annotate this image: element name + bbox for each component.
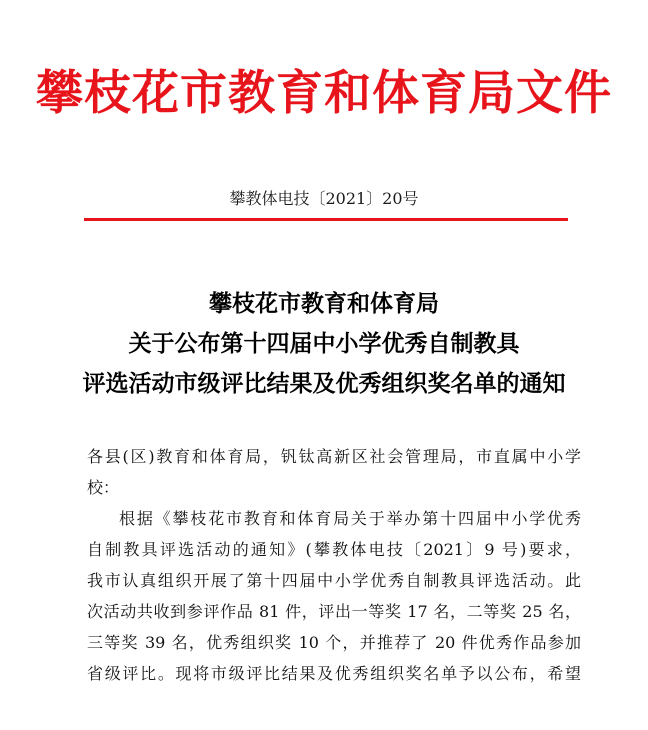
- notice-body: [87, 441, 581, 689]
- paragraph-line-3: 我市认真组织开展了第十四届中小学优秀自制教具评选活动。此: [87, 571, 581, 590]
- paragraph-line-5: 三等奖 39 名，优秀组织奖 10 个，并推荐了 20 件优秀作品参加: [87, 633, 581, 652]
- title-line-3: 评选活动市级评比结果及优秀组织奖名单的通知: [82, 370, 566, 397]
- issuer-masthead: 攀枝花市教育和体育局文件: [36, 66, 612, 121]
- paragraph-line-2: 自制教具评选活动的通知》(攀教体电技〔2021〕9 号)要求，: [87, 540, 581, 559]
- notice-title: [0, 284, 648, 404]
- red-divider-line: [84, 218, 568, 221]
- addressee-line-1: 各县(区)教育和体育局，钒钛高新区社会管理局，市直属中小学: [87, 447, 581, 466]
- document-number: 攀教体电技〔2021〕20号: [229, 189, 419, 208]
- addressee-line-2: 校：: [87, 478, 120, 497]
- title-line-2: 关于公布第十四届中小学优秀自制教具: [128, 330, 520, 357]
- title-line-1: 攀枝花市教育和体育局: [209, 290, 439, 317]
- paragraph-line-6: 省级评比。现将市级评比结果及优秀组织奖名单予以公布，希望: [87, 664, 581, 683]
- paragraph-line-1: 根据《攀枝花市教育和体育局关于举办第十四届中小学优秀: [119, 509, 581, 528]
- paragraph-line-4: 次活动共收到参评作品 81 件，评出一等奖 17 名，二等奖 25 名，: [87, 602, 581, 621]
